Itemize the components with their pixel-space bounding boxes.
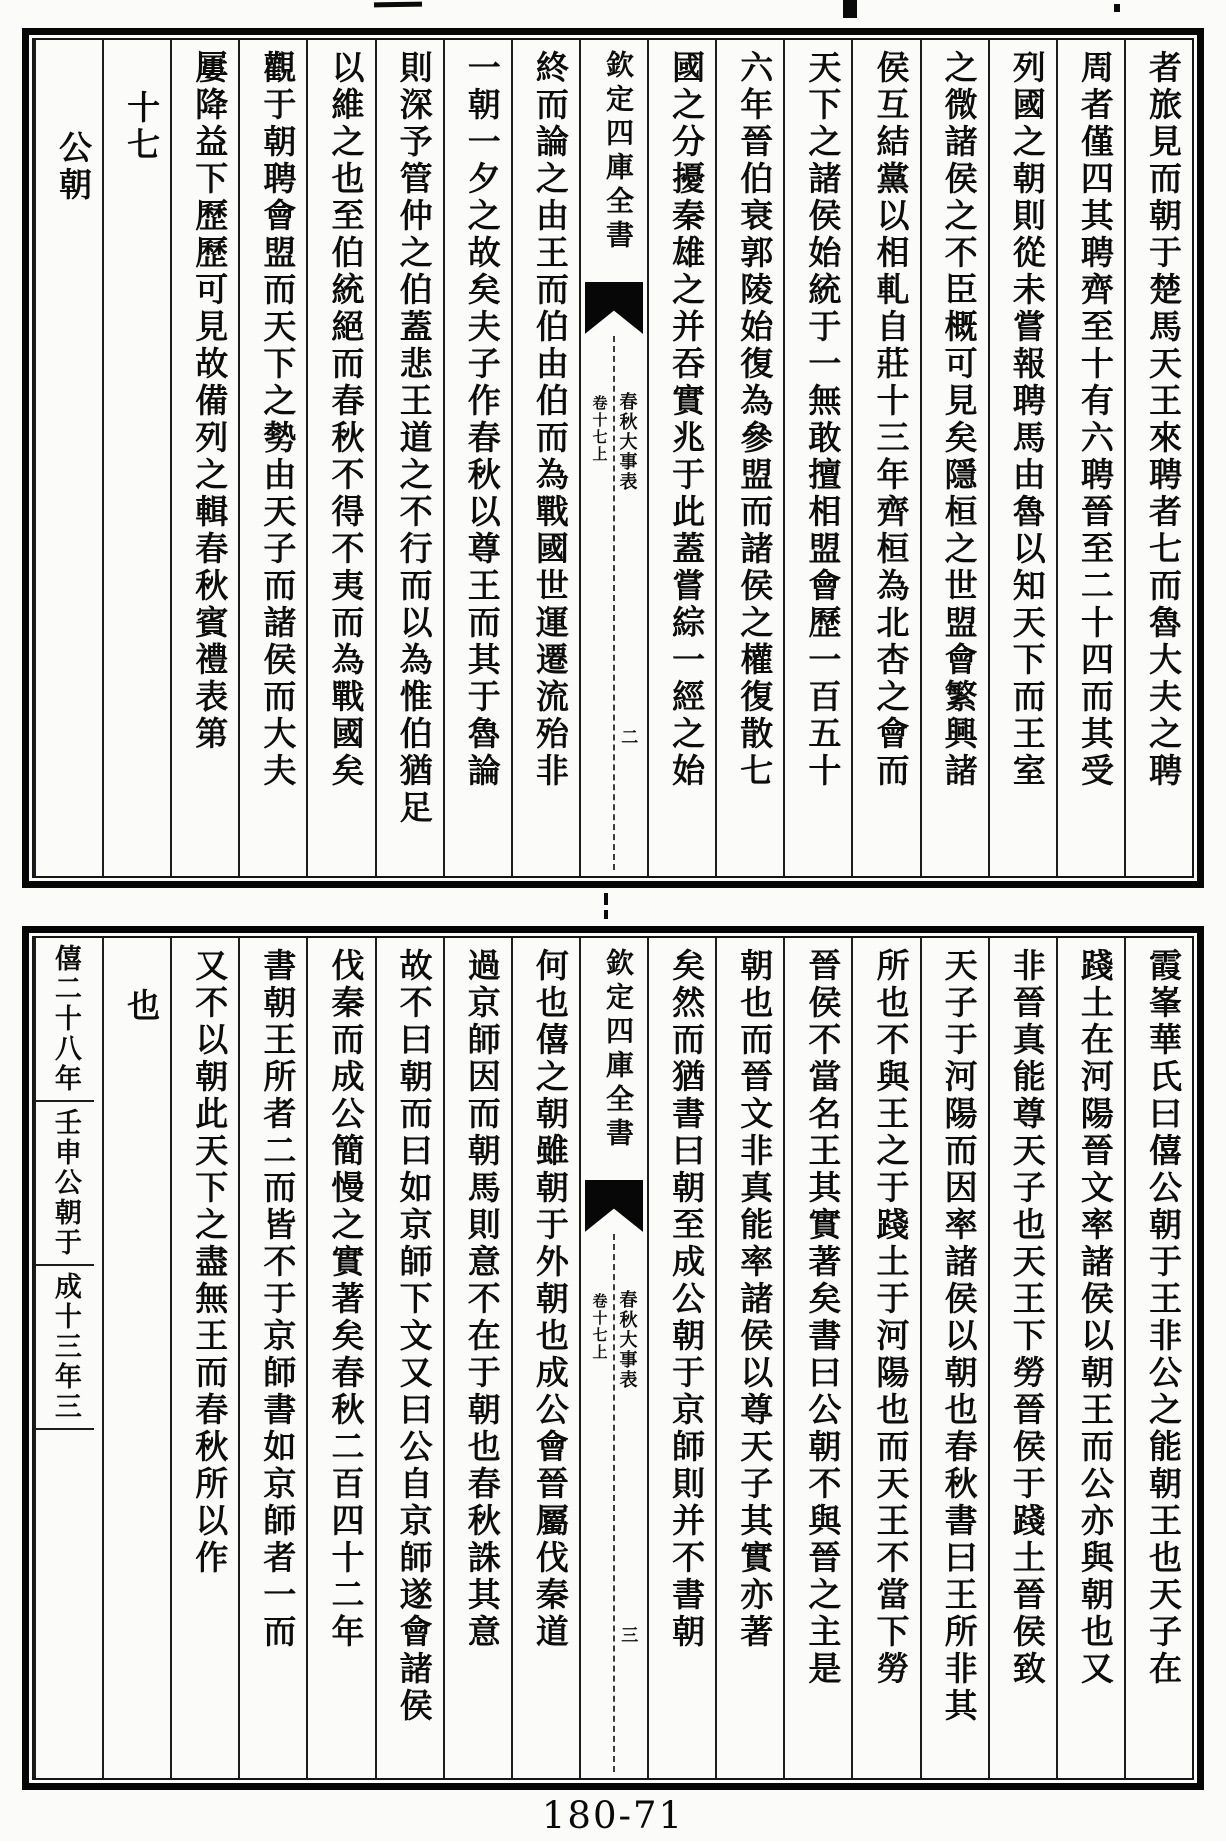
margin-date-column: [34, 938, 102, 1778]
text-column: 十七: [102, 40, 170, 876]
text-column: 又不以朝此天下之盡無王而春秋所以作: [170, 938, 238, 1778]
text-column: 踐土在河陽晉文率諸侯以朝王而公亦與朝也又: [1056, 938, 1124, 1778]
text-column: 故不曰朝而曰如京師下文又曰公自京師遂會諸侯: [375, 938, 443, 1778]
banxin-title: 欽定四庫全書: [602, 948, 635, 1152]
text-column: 朝也而晉文非真能率諸侯以尊天子其實亦著: [715, 938, 783, 1778]
text-column: 矣然而猶書曰朝至成公朝于京師則并不書朝: [647, 938, 715, 1778]
text-column: 也: [102, 938, 170, 1778]
text-column: 觀于朝聘會盟而天下之勢由天子而諸侯而大夫: [238, 40, 306, 876]
text-column: 六年晉伯衰郭陵始復為參盟而諸侯之權復散七: [715, 40, 783, 876]
bleed-mark: [843, 0, 857, 18]
text-column: 過京師因而朝馬則意不在于朝也春秋誅其意: [443, 938, 511, 1778]
text-column: 周者僅四其聘齊至十有六聘晉至二十四而其受: [1056, 40, 1124, 876]
banxin-column: [579, 938, 647, 1778]
fishtail-marker: [585, 1180, 643, 1232]
text-column: 列國之朝則從未嘗報聘馬由魯以知天下而王室: [988, 40, 1056, 876]
banxin-page-number: 二: [617, 728, 638, 745]
text-column: 書朝王所者二而皆不于京師書如京師者一而: [238, 938, 306, 1778]
bleed-mark: [604, 910, 608, 919]
text-column: 晉侯不當名王其實著矣書曰公朝不與晉之主是: [783, 938, 851, 1778]
text-column: 一朝一夕之故矣夫子作春秋以尊王而其于魯論: [443, 40, 511, 876]
banxin-chapter: 卷十七上: [590, 1293, 609, 1361]
text-column: 霞峯華氏曰僖公朝于王非公之能朝王也天子在: [1124, 938, 1192, 1778]
banxin-book-title: 春秋大事表: [616, 1290, 638, 1390]
bleed-mark: [374, 2, 422, 8]
text-column: 所也不與王之于踐土于河陽也而天王不當下勞: [851, 938, 919, 1778]
text-column: 公朝: [34, 40, 102, 876]
lower-columns: [32, 936, 1194, 1780]
text-column: 侯互結黨以相軋自莊十三年齊桓為北杏之會而: [851, 40, 919, 876]
banxin-chapter: 卷十七上: [590, 395, 609, 463]
page-footer-number: 180-71: [541, 1794, 685, 1837]
text-column: 天子于河陽而因率諸侯以朝也春秋書曰王所非其: [920, 938, 988, 1778]
fishtail-marker: [585, 282, 643, 334]
margin-cell: 僖二十八年: [36, 938, 94, 1102]
text-column: 者旅見而朝于楚馬天王來聘者七而魯大夫之聘: [1124, 40, 1192, 876]
bleed-mark: [1114, 4, 1120, 12]
text-column: 之微諸侯之不臣概可見矣隱桓之世盟會繁興諸: [920, 40, 988, 876]
banxin-subtitle: [581, 392, 647, 492]
text-column: 何也僖之朝雖朝于外朝也成公會晉屬伐秦道: [511, 938, 579, 1778]
margin-cell: 成十三年三: [36, 1266, 94, 1430]
text-column: 國之分擾秦雄之并吞實兆于此蓋嘗綜一經之始: [647, 40, 715, 876]
text-column: 屢降益下歷歷可見故備列之輯春秋賓禮表第: [170, 40, 238, 876]
upper-text-block: [22, 28, 1204, 888]
lower-text-block: [22, 926, 1204, 1790]
text-column: 非晉真能尊天子也天王下勞晉侯于踐土晉侯致: [988, 938, 1056, 1778]
text-column: 伐秦而成公簡慢之實著矣春秋二百四十二年: [306, 938, 374, 1778]
banxin-page-number: 三: [617, 1626, 638, 1643]
banxin-column: [579, 40, 647, 876]
text-column: 終而論之由王而伯由伯而為戰國世運遷流殆非: [511, 40, 579, 876]
upper-columns: [32, 38, 1194, 878]
margin-cell: 壬申公朝于: [36, 1102, 94, 1266]
banxin-book-title: 春秋大事表: [616, 392, 638, 492]
banxin-title: 欽定四庫全書: [602, 50, 635, 254]
text-column: 則深予管仲之伯蓋悲王道之不行而以為惟伯猶足: [375, 40, 443, 876]
banxin-subtitle: [581, 1290, 647, 1390]
text-column: 以維之也至伯統絕而春秋不得不夷而為戰國矣: [306, 40, 374, 876]
text-column: 天下之諸侯始統于一無敢擅相盟會歷一百五十: [783, 40, 851, 876]
bleed-mark: [604, 893, 608, 905]
